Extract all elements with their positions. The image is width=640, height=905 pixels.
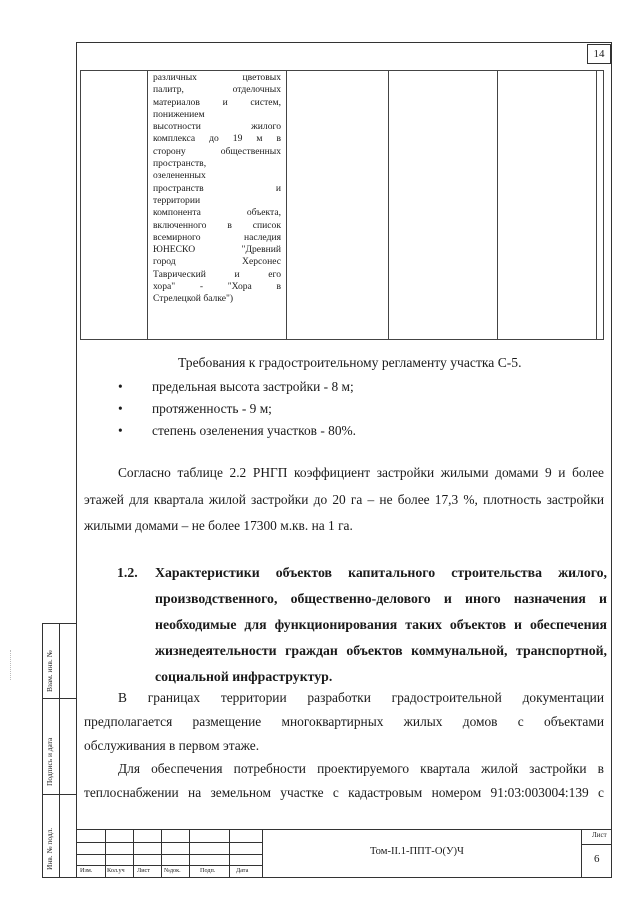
section-title xyxy=(155,560,607,690)
section-title-line: жизнедеятельности граждан объектов коммунальной, транспортной, xyxy=(155,643,607,658)
paragraph-placement xyxy=(84,686,604,758)
cell-line: ЮНЕСКО "Древний xyxy=(153,244,281,256)
stamp-label-doc: №док. xyxy=(164,867,181,874)
side-stamp-divider xyxy=(59,624,60,877)
stamp-label-date: Дата xyxy=(236,867,249,874)
stamp-divider xyxy=(262,830,263,878)
paragraph-line: этажей для квартала жилой застройки до 20 га – не более 17,3 %, плотность застройки xyxy=(84,491,604,507)
cell-line: озелененных xyxy=(153,170,206,182)
cell-line: пространств и xyxy=(153,182,281,194)
cell-line: различных цветовых xyxy=(153,72,281,83)
table-col-divider xyxy=(388,71,389,339)
cell-line: комплекса до 19 м в xyxy=(153,133,281,145)
sheet-label: Лист xyxy=(592,831,607,839)
side-replace-inv: Взам. инв. № xyxy=(45,650,54,692)
cell-line: Стрелецкой балке") xyxy=(153,293,234,305)
cell-line: хора" - "Хора в xyxy=(153,281,281,293)
section-title-line: необходимые для функционирования таких объектов и обеспечения xyxy=(155,617,607,632)
stamp-label-sign: Подп. xyxy=(200,867,216,874)
stamp-rule xyxy=(76,842,262,843)
paragraph-line: обслуживания в первом этаже. xyxy=(84,738,260,753)
paragraph-density xyxy=(84,460,604,540)
cell-line: всемирного наследия xyxy=(153,231,281,243)
page-number: 14 xyxy=(587,44,611,64)
cell-line: Таврический и его xyxy=(153,268,281,280)
paragraph-line: В границах территории разработки градостроительной документации xyxy=(118,690,604,705)
sheet-number: 6 xyxy=(594,853,600,865)
cell-line: территории xyxy=(153,194,201,206)
paragraph-line: жилыми домами – не более 17300 м.кв. на 1 га. xyxy=(84,518,353,533)
table-col-divider xyxy=(286,71,287,339)
section-title-line: социальной инфраструктур. xyxy=(155,669,333,684)
cell-line: город Херсонес xyxy=(153,256,281,268)
stamp-rule xyxy=(581,844,612,845)
stamp-rule xyxy=(76,865,262,866)
side-inv-orig: Инв. № подл. xyxy=(45,827,54,870)
cell-line: высотности жилого xyxy=(153,121,281,133)
table-col-divider xyxy=(147,71,148,339)
requirements-list xyxy=(118,376,356,442)
cell-line: пространств, xyxy=(153,158,207,170)
side-signature-date: Подпись и дата xyxy=(45,737,54,786)
paragraph-line: Для обеспечения потребности проектируемого квартала жилой застройки в xyxy=(118,761,604,776)
cell-line: палитр, отделочных xyxy=(153,84,281,96)
cell-line: включенного в список xyxy=(153,219,281,231)
requirements-caption: Требования к градостроительному регламенту участка С-5. xyxy=(178,355,522,370)
list-item: • степень озеленения участков - 80%. xyxy=(118,420,356,442)
table-cell-text xyxy=(153,72,281,306)
section-title-line: Характеристики объектов капитального строительства жилого, xyxy=(155,565,607,580)
side-stamp-rule xyxy=(43,794,77,795)
side-stamp-rule xyxy=(43,698,77,699)
cell-line: сторону общественных xyxy=(153,145,281,157)
table-col-divider xyxy=(497,71,498,339)
list-item: • предельная высота застройки - 8 м; xyxy=(118,376,356,398)
stamp-label-kol: Кол.уч xyxy=(107,867,125,874)
paragraph-line: теплоснабжении на земельном участке с кадастровым номером 91:03:003004:139 с xyxy=(84,785,604,800)
side-stamp xyxy=(42,623,76,878)
table-col-divider xyxy=(596,71,597,339)
paragraph-line: предполагается размещение многоквартирных жилых домов с объектами xyxy=(84,714,604,729)
document-designation: Том-II.1-ППТ-О(У)Ч xyxy=(370,846,464,857)
stamp-label-list: Лист xyxy=(137,867,150,874)
paragraph-heat-supply xyxy=(84,757,604,805)
section-title-line: производственного, общественно-делового и иного назначения и xyxy=(155,591,607,606)
stamp-label-izm: Изм. xyxy=(80,867,93,874)
title-block xyxy=(76,829,612,878)
stamp-divider xyxy=(581,830,582,878)
cell-line: понижением xyxy=(153,108,205,120)
stamp-rule xyxy=(76,854,262,855)
paragraph-line: Согласно таблице 2.2 РНГП коэффициент застройки жилыми домами 9 и более xyxy=(118,465,604,480)
scan-mark xyxy=(10,650,14,680)
list-item: • протяженность - 9 м; xyxy=(118,398,356,420)
cell-line: материалов и систем, xyxy=(153,96,281,108)
section-number: 1.2. xyxy=(117,565,138,580)
cell-line: компонента объекта, xyxy=(153,207,281,219)
